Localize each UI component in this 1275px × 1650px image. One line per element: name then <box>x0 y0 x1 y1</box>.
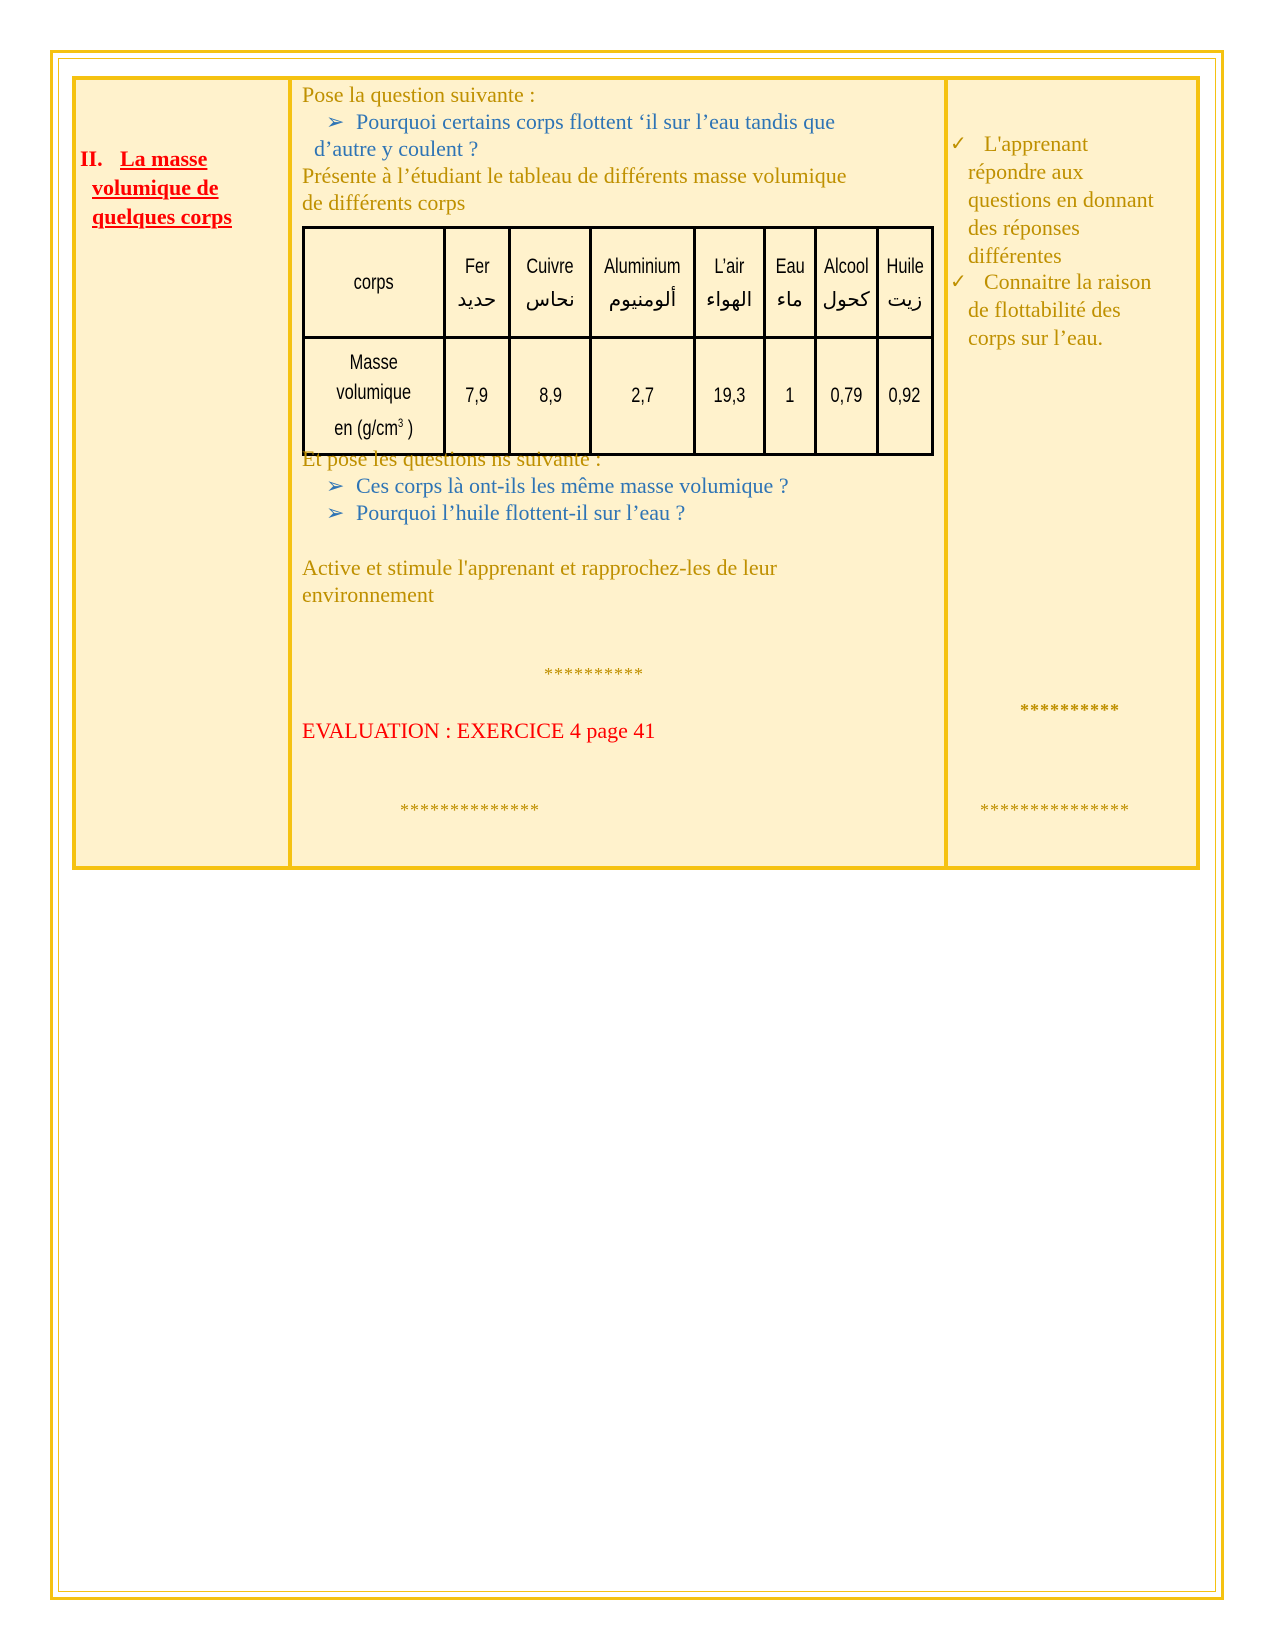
outcome-2-line: Connaitre la raison <box>984 269 1152 294</box>
section-title-line: quelques corps <box>92 204 232 229</box>
question-1 <box>326 107 835 136</box>
present-text: Présente à l’étudiant le tableau de différents masse volumique <box>302 163 847 188</box>
outcome-1-line: L'apprenant <box>984 131 1089 156</box>
active-text-cont: environnement <box>302 582 434 607</box>
table-cell: 0,92 <box>877 338 932 455</box>
table-header-cell: L’air الهواء <box>694 228 764 338</box>
table-cell: 2,7 <box>591 338 695 455</box>
section-number: II. <box>80 146 103 171</box>
question-3 <box>326 498 685 527</box>
activity-column <box>292 80 948 866</box>
table-row-label: Masse volumique en ($g/cm^3$ ) <box>304 338 445 455</box>
question-1-text: Pourquoi certains corps flottent ‘il sur l’eau tandis que <box>356 109 835 134</box>
outcome-1-line: des réponses <box>968 215 1080 240</box>
table-row <box>304 338 933 455</box>
check-icon: ✓ <box>950 271 967 293</box>
table-cell: 19,3 <box>694 338 764 455</box>
table-header-cell: Fer حديد <box>444 228 510 338</box>
outcome-2-line: corps sur l’eau. <box>968 325 1104 350</box>
separator-stars: *************** <box>980 800 1130 820</box>
table-header-row <box>304 228 933 338</box>
section-title-line: La masse <box>120 146 208 171</box>
evaluation-text: EVALUATION : EXERCICE 4 page 41 <box>302 718 656 743</box>
table-cell: 8,9 <box>510 338 591 455</box>
arrow-bullet-icon: ➢ <box>326 473 345 498</box>
intro-text: Pose la question suivante : <box>302 82 536 107</box>
pose-questions-text: Et pose les questions ns suivante : <box>302 446 602 471</box>
check-icon: ✓ <box>950 133 967 155</box>
question-1-cont: d’autre y coulent ? <box>314 136 479 161</box>
table-header-corps: corps <box>304 228 445 338</box>
outcome-1-line: questions en donnant <box>968 187 1154 212</box>
table-cell: 1 <box>764 338 815 455</box>
section-title-line: volumique de <box>92 175 219 200</box>
table-cell: 0,79 <box>815 338 877 455</box>
outcome-1-line: différentes <box>968 243 1062 268</box>
question-2 <box>326 471 789 500</box>
separator-stars: ********** <box>1020 700 1120 720</box>
active-text: Active et stimule l'apprenant et rapprochez-les de leur <box>302 555 777 580</box>
outcome-1-line: répondre aux <box>968 159 1084 184</box>
separator-stars: ************** <box>400 800 540 820</box>
table-header-cell: Cuivre نحاس <box>510 228 591 338</box>
table-header-cell: Huile زيت <box>877 228 932 338</box>
table-header-cell: Alcool كحول <box>815 228 877 338</box>
separator-stars: ********** <box>544 664 644 684</box>
lesson-table <box>72 76 1200 870</box>
table-header-cell: Eau ماء <box>764 228 815 338</box>
table-header-cell: Aluminium ألومنيوم <box>591 228 695 338</box>
section-column <box>76 80 292 866</box>
outcome-2-line: de flottabilité des <box>968 297 1121 322</box>
arrow-bullet-icon: ➢ <box>326 109 345 134</box>
density-table <box>302 226 934 456</box>
present-text-cont: de différents corps <box>302 190 466 215</box>
outcomes-column <box>948 80 1196 866</box>
question-2-text: Ces corps là ont-ils les même masse volumique ? <box>356 473 789 498</box>
section-title-text <box>92 144 282 231</box>
arrow-bullet-icon: ➢ <box>326 500 345 525</box>
question-3-text: Pourquoi l’huile flottent-il sur l’eau ? <box>356 500 686 525</box>
table-cell: 7,9 <box>444 338 510 455</box>
